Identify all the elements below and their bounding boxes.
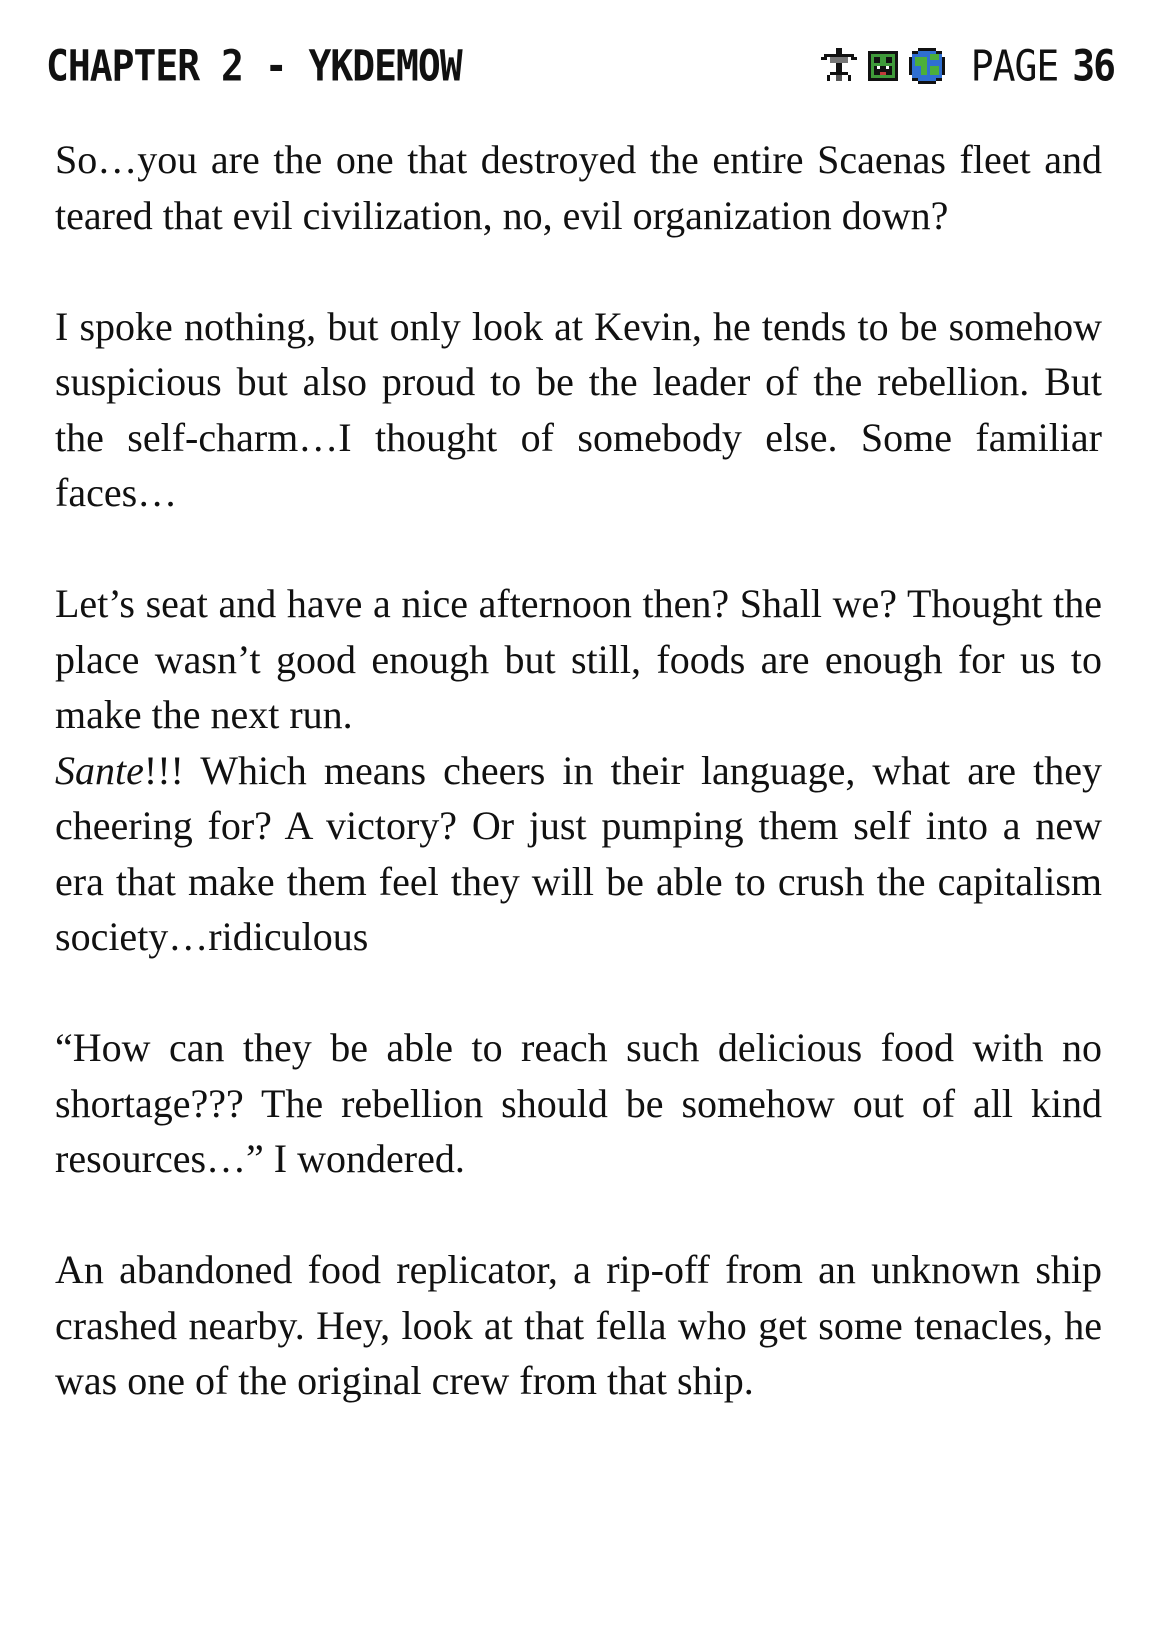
page-number: 36 xyxy=(1072,41,1114,91)
paragraph-gap xyxy=(55,1187,1102,1243)
creature-face-icon xyxy=(865,48,901,84)
header-right xyxy=(821,41,1114,91)
paragraph-gap xyxy=(55,243,1102,299)
green-globe-icon xyxy=(909,48,945,84)
paragraph-5: “How can they be able to reach such delicious food with no shortage??? The rebellion should be somehow out of all kind resources…” I wondered. xyxy=(55,1025,1102,1181)
paragraph-6: An abandoned food replicator, a rip-off from an unknown ship crashed nearby. Hey, look at that fella who get some tenacles, he was one of the original crew from that ship. xyxy=(55,1247,1102,1403)
paragraph-3: Let’s seat and have a nice afternoon then? Shall we? Thought the place wasn’t good enough but still, foods are enough for us to make the next run. xyxy=(55,581,1102,737)
chapter-title: CHAPTER 2 - YKDEMOW xyxy=(46,41,462,91)
paragraph-1: So…you are the one that destroyed the entire Scaenas fleet and teared that evil civilization, no, evil organization down? xyxy=(55,137,1102,238)
page-header xyxy=(46,36,1114,96)
paragraph-gap xyxy=(55,521,1102,577)
paragraph-gap xyxy=(55,965,1102,1021)
paragraph-4 xyxy=(55,743,1102,965)
paragraph-4-text: !!! Which means cheers in their language, what are they cheering for? A victory? Or just pumping them self into a new era that make them feel they will be able to crush the capitalism society…ridiculous xyxy=(55,747,1102,959)
paragraph-2: I spoke nothing, but only look at Kevin, he tends to be somehow suspicious but also proud to be the leader of the rebellion. But the self-charm…I thought of somebody else. Some familiar faces… xyxy=(55,303,1102,515)
sante-word: Sante xyxy=(55,747,144,793)
page-label: PAGE xyxy=(970,41,1059,91)
robot-icon xyxy=(821,48,857,84)
page-body xyxy=(55,132,1102,1409)
